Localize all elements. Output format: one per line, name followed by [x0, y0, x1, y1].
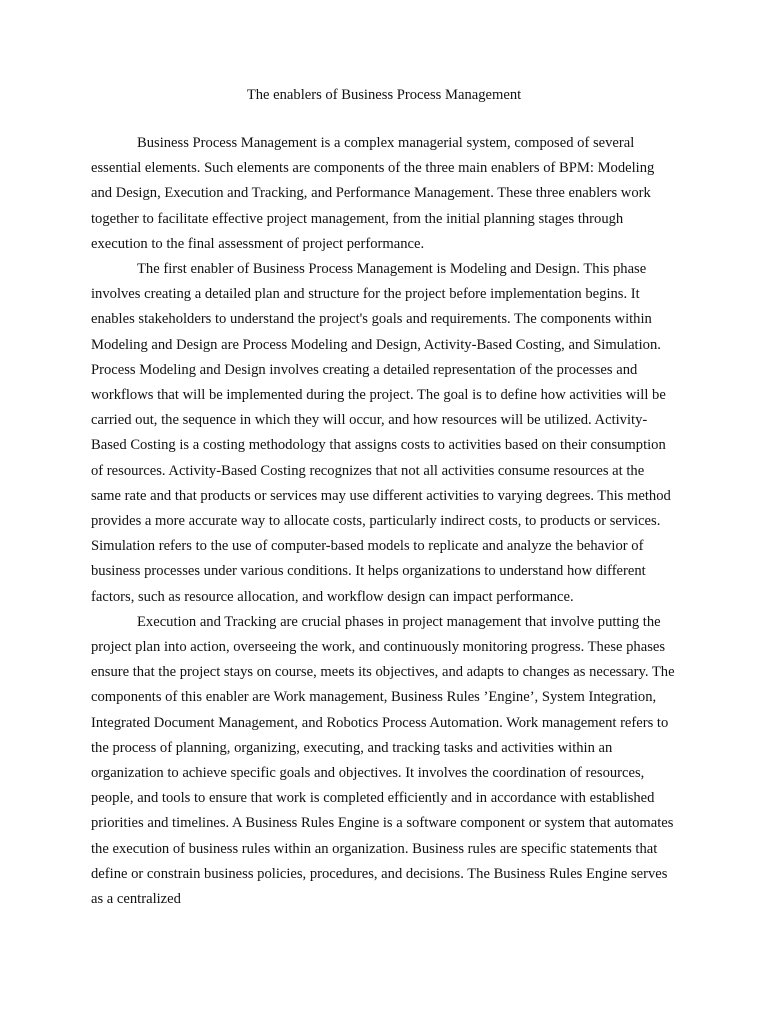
paragraph-intro: Business Process Management is a complex managerial system, composed of several essential elements. Such elements are components of the three main enablers of BPM: Modeling and Design, Execution and Tracking, and Performance Management. These three enablers work together to facilitate effective project management, from the initial planning stages through execution to the final assessment of project performance. — [91, 135, 655, 252]
paragraph-modeling-and-design: The first enabler of Business Process Management is Modeling and Design. This phase involves creating a detailed plan and structure for the project before implementation begins. It enables stakeholders to understand the project's goals and requirements. The components within Modeling and Design are Process Modeling and Design, Activity-Based Costing, and Simulation. Process Modeling and Design involves creating a detailed representation of the processes and workflows that will be implemented during the project. The goal is to define how activities will be carried out, the sequence in which they will occur, and how resources will be utilized. Activity-Based Costing is a costing methodology that assigns costs to activities based on their consumption of resources. Activity-Based Costing recognizes that not all activities consume resources at the same rate and that products or services may use different activities to varying degrees. This method provides a more accurate way to allocate costs, particularly indirect costs, to products or services. Simulation refers to the use of computer-based models to replicate and analyze the behavior of business processes under various conditions. It helps organizations to understand how different factors, such as resource allocation, and workflow design can impact performance. — [91, 261, 671, 605]
document-title: The enablers of Business Process Management — [246, 87, 522, 103]
paragraph-execution-and-tracking: Execution and Tracking are crucial phases in project management that involve putting the project plan into action, overseeing the work, and continuously monitoring progress. These phases ensure that the project stays on course, meets its objectives, and adapts to changes as necessary. The components of this enabler are Work management, Business Rules ’Engine’, System Integration, Integrated Document Management, and Robotics Process Automation. Work management refers to the process of planning, organizing, executing, and tracking tasks and activities within an organization to achieve specific goals and objectives. It involves the coordination of resources, people, and tools to ensure that work is completed efficiently and in accordance with established priorities and timelines. A Business Rules Engine is a software component or system that automates the execution of business rules within an organization. Business rules are specific statements that define or constrain business policies, procedures, and decisions. The Business Rules Engine serves as a centralized — [91, 613, 675, 908]
